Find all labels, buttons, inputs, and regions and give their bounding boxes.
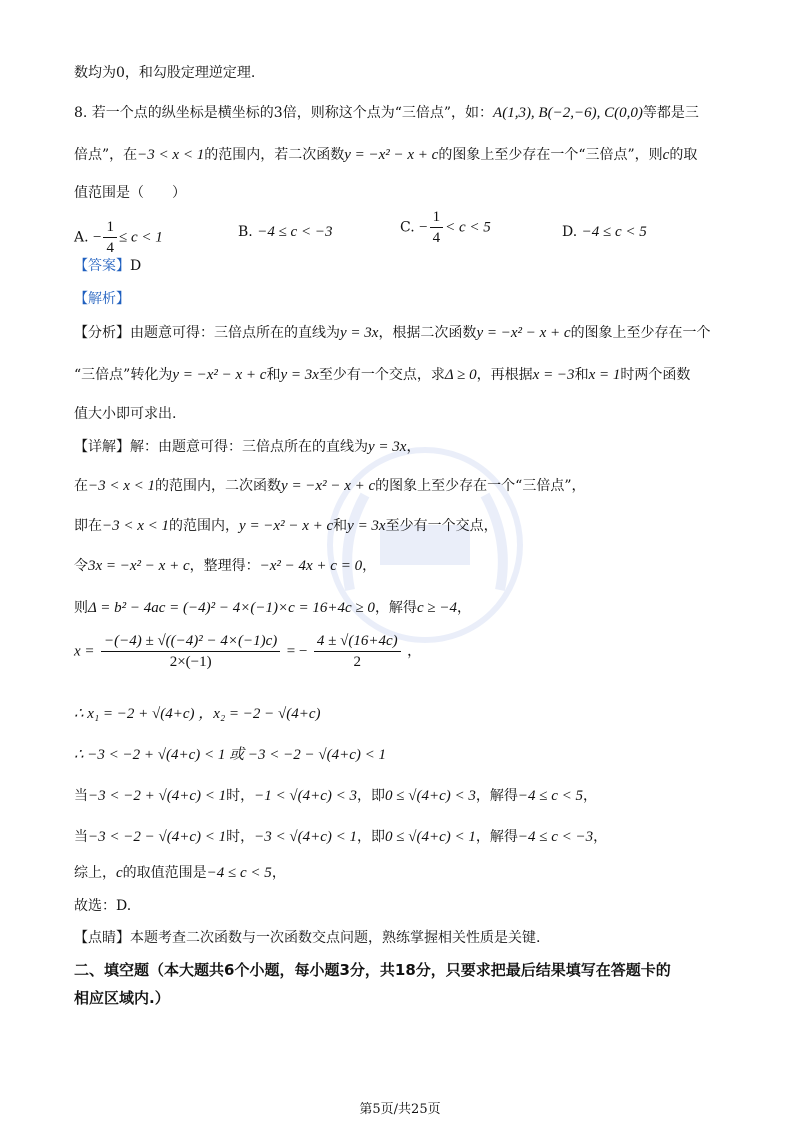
- xiangjie-line-1: [74, 437, 420, 457]
- math: Δ ≥ 0: [444, 367, 477, 383]
- math: x =: [74, 643, 95, 660]
- text-fragment: 即在: [74, 518, 102, 534]
- math: = −: [286, 643, 308, 660]
- xiangjie-line-11: [74, 863, 286, 883]
- denominator: 4: [106, 240, 114, 256]
- text-fragment: ，: [407, 643, 422, 660]
- answer-tag: 【答案】: [74, 258, 130, 274]
- text-fragment: ，解得: [475, 788, 518, 804]
- math-points: A(1,3), B(−2,−6), C(0,0): [493, 105, 643, 121]
- math: −3 < x < 1: [88, 478, 156, 494]
- option-math: −4 ≤ c < −3: [257, 224, 333, 240]
- text-fragment: 的范围内，若二次函数: [204, 147, 345, 163]
- xiangjie-line-12: [74, 896, 131, 916]
- text-fragment: 的取: [669, 147, 698, 163]
- text-fragment: ，即: [357, 788, 385, 804]
- xiangjie-formula-line: [74, 632, 421, 671]
- math: x = −3: [532, 367, 575, 383]
- answer-line: [74, 256, 141, 276]
- text-fragment: ，: [406, 439, 421, 455]
- option-label: B.: [238, 224, 253, 240]
- text-fragment: 和: [266, 367, 281, 383]
- math: ∴ x₁ = −2 + √(4+c) ，x₂ = −2 − √(4+c): [74, 706, 321, 722]
- math: 0 ≤ √(4+c) < 1: [385, 829, 476, 845]
- text-fragment: 和: [333, 518, 348, 534]
- text-fragment: “三倍点”转化为: [74, 367, 173, 383]
- text-fragment: 故选：D.: [74, 898, 132, 914]
- text-fragment: 的范围内，二次函数: [155, 478, 282, 494]
- option-d: [562, 222, 647, 242]
- math: −4 ≤ c < −3: [517, 829, 594, 845]
- option-label: C.: [400, 219, 415, 236]
- section-heading-line-1: 二、填空题（本大题共6个小题，每小题3分，共18分，只要求把最后结果填写在答题卡的: [74, 961, 671, 979]
- dianjing-tag: 【点睛】: [74, 930, 130, 946]
- option-b: [238, 222, 332, 242]
- text-fragment: 至少有一个交点，: [385, 518, 498, 534]
- text-fragment: 综上，: [74, 865, 116, 881]
- math: y = −x² − x + c: [239, 518, 334, 534]
- text-fragment: 当: [74, 788, 88, 804]
- text-fragment: 时，: [226, 829, 255, 845]
- section-heading: [74, 956, 671, 1012]
- xiangjie-line-4: [74, 556, 376, 576]
- math: y = 3x: [280, 367, 319, 383]
- question-8-line-1: [74, 103, 699, 123]
- question-8-line-3: [74, 183, 186, 203]
- xiangjie-line-9: [74, 786, 597, 806]
- text-fragment: ，: [583, 788, 597, 804]
- option-c: C. − $\frac{1}{4}$ < c < 5: [400, 209, 491, 246]
- text-fragment: 等都是三: [642, 105, 699, 121]
- text-fragment: 解：由题意可得：三倍点所在的直线为: [130, 439, 368, 455]
- option-math: −4 ≤ c < 5: [581, 224, 647, 240]
- text-fragment: ，整理得：: [189, 558, 260, 574]
- option-a: A. − $\frac{1}{4}$ ≤ c < 1: [74, 219, 163, 256]
- math: 3x = −x² − x + c: [88, 558, 190, 574]
- text-fragment: 数均为0，和勾股定理逆定理.: [74, 65, 256, 81]
- math: y = 3x: [340, 325, 379, 341]
- text-fragment: 的图象上至少存在一个“三倍点”，则: [438, 147, 663, 163]
- math: −x² − 4x + c = 0: [259, 558, 363, 574]
- text-fragment: ，解得: [374, 600, 417, 616]
- text-fragment: ，再根据: [476, 367, 533, 383]
- math: −4 ≤ c < 5: [206, 865, 272, 881]
- math: 0 ≤ √(4+c) < 3: [385, 788, 476, 804]
- option-math: < c < 5: [445, 219, 491, 236]
- math: −3 < −2 + √(4+c) < 1: [88, 788, 227, 804]
- text-fragment: 令: [74, 558, 88, 574]
- fraction: [101, 632, 280, 671]
- text-fragment: ，: [362, 558, 377, 574]
- math-var: c: [662, 147, 670, 163]
- option-label: D.: [562, 224, 578, 240]
- options-row: [74, 209, 734, 256]
- analysis-line: [74, 289, 130, 309]
- text-fragment: 和: [574, 367, 589, 383]
- xiangjie-line-5: [74, 598, 471, 618]
- fraction: [314, 632, 401, 671]
- math: Δ = b² − 4ac = (−4)² − 4×(−1)×c = 16+4c ≥ 0: [88, 600, 375, 616]
- denominator: 2×(−1): [169, 654, 212, 670]
- math: −3 < x < 1: [102, 518, 170, 534]
- math: y = 3x: [368, 439, 407, 455]
- text-fragment: 的取值范围是: [122, 865, 207, 881]
- text-fragment: 值范围是（ ）: [74, 185, 186, 201]
- text-line: [74, 63, 255, 83]
- text-fragment: 当: [74, 829, 88, 845]
- xiangjie-line-7: [74, 704, 321, 724]
- xiangjie-line-8: [74, 745, 386, 765]
- text-fragment: 时，: [226, 788, 255, 804]
- section-heading-line-2: 相应区域内.）: [74, 989, 170, 1007]
- page-footer: 第5页/共25页: [359, 1102, 441, 1117]
- text-fragment: 值大小即可求出.: [74, 406, 177, 422]
- dianjing-line: [74, 928, 540, 948]
- text-fragment: ，解得: [475, 829, 518, 845]
- text-fragment: 的图象上至少存在一个“三倍点”，: [375, 478, 586, 494]
- text-fragment: ，: [456, 600, 471, 616]
- fenxi-line-2: [74, 365, 690, 385]
- math: c: [116, 865, 123, 881]
- text-fragment: 则: [74, 600, 88, 616]
- math: y = −x² − x + c: [281, 478, 376, 494]
- fraction: [103, 218, 117, 257]
- math: x = 1: [588, 367, 621, 383]
- math: y = −x² − x + c: [172, 367, 267, 383]
- math: −1 < √(4+c) < 3: [254, 788, 357, 804]
- denominator: 4: [432, 230, 441, 246]
- text-fragment: ，根据二次函数: [378, 325, 477, 341]
- denominator: 2: [353, 654, 362, 670]
- analysis-tag: 【解析】: [74, 291, 130, 307]
- fraction: [430, 208, 444, 247]
- xiangjie-line-3: [74, 516, 498, 536]
- text-fragment: 由题意可得：三倍点所在的直线为: [130, 325, 340, 341]
- watermark-logo-icon: [320, 440, 530, 650]
- math: −3 < √(4+c) < 1: [254, 829, 357, 845]
- numerator: 1: [103, 218, 117, 238]
- text-fragment: 倍点”，在: [74, 147, 138, 163]
- math: y = 3x: [347, 518, 386, 534]
- answer-value: D: [130, 258, 142, 274]
- text-fragment: 本题考查二次函数与一次函数交点问题，熟练掌握相关性质是关键.: [130, 930, 541, 946]
- xiangjie-line-2: [74, 476, 585, 496]
- text-fragment: 至少有一个交点，求: [318, 367, 445, 383]
- math-condition: −3 < x < 1: [137, 147, 205, 163]
- math-function: y = −x² − x + c: [344, 147, 439, 163]
- question-8-line-2: [74, 145, 697, 165]
- option-label: A.: [74, 229, 89, 246]
- numerator: 1: [430, 208, 444, 228]
- fenxi-line-3: [74, 404, 176, 424]
- fenxi-line-1: [74, 323, 711, 343]
- text-fragment: 8. 若一个点的纵坐标是横坐标的3倍，则称这个点为“三倍点”，如：: [74, 105, 494, 121]
- math: ∴ −3 < −2 + √(4+c) < 1 或 −3 < −2 − √(4+c) < 1: [74, 747, 387, 763]
- text-fragment: ，即: [357, 829, 385, 845]
- text-fragment: ，: [593, 829, 608, 845]
- numerator: 4 ± √(16+4c): [314, 632, 401, 652]
- xiangjie-line-10: [74, 827, 607, 847]
- text-fragment: 在: [74, 478, 88, 494]
- fenxi-tag: 【分析】: [74, 325, 130, 341]
- option-math: ≤ c < 1: [118, 229, 163, 246]
- text-fragment: 的范围内，: [169, 518, 240, 534]
- math: −3 < −2 − √(4+c) < 1: [88, 829, 227, 845]
- text-fragment: 时两个函数: [620, 367, 691, 383]
- text-fragment: 的图象上至少存在一个: [570, 325, 711, 341]
- xiangjie-tag: 【详解】: [74, 439, 130, 455]
- math: −4 ≤ c < 5: [517, 788, 583, 804]
- math: y = −x² − x + c: [476, 325, 571, 341]
- math: c ≥ −4: [416, 600, 457, 616]
- text-fragment: ，: [271, 865, 286, 881]
- numerator: −(−4) ± √((−4)² − 4×(−1)c): [101, 632, 280, 652]
